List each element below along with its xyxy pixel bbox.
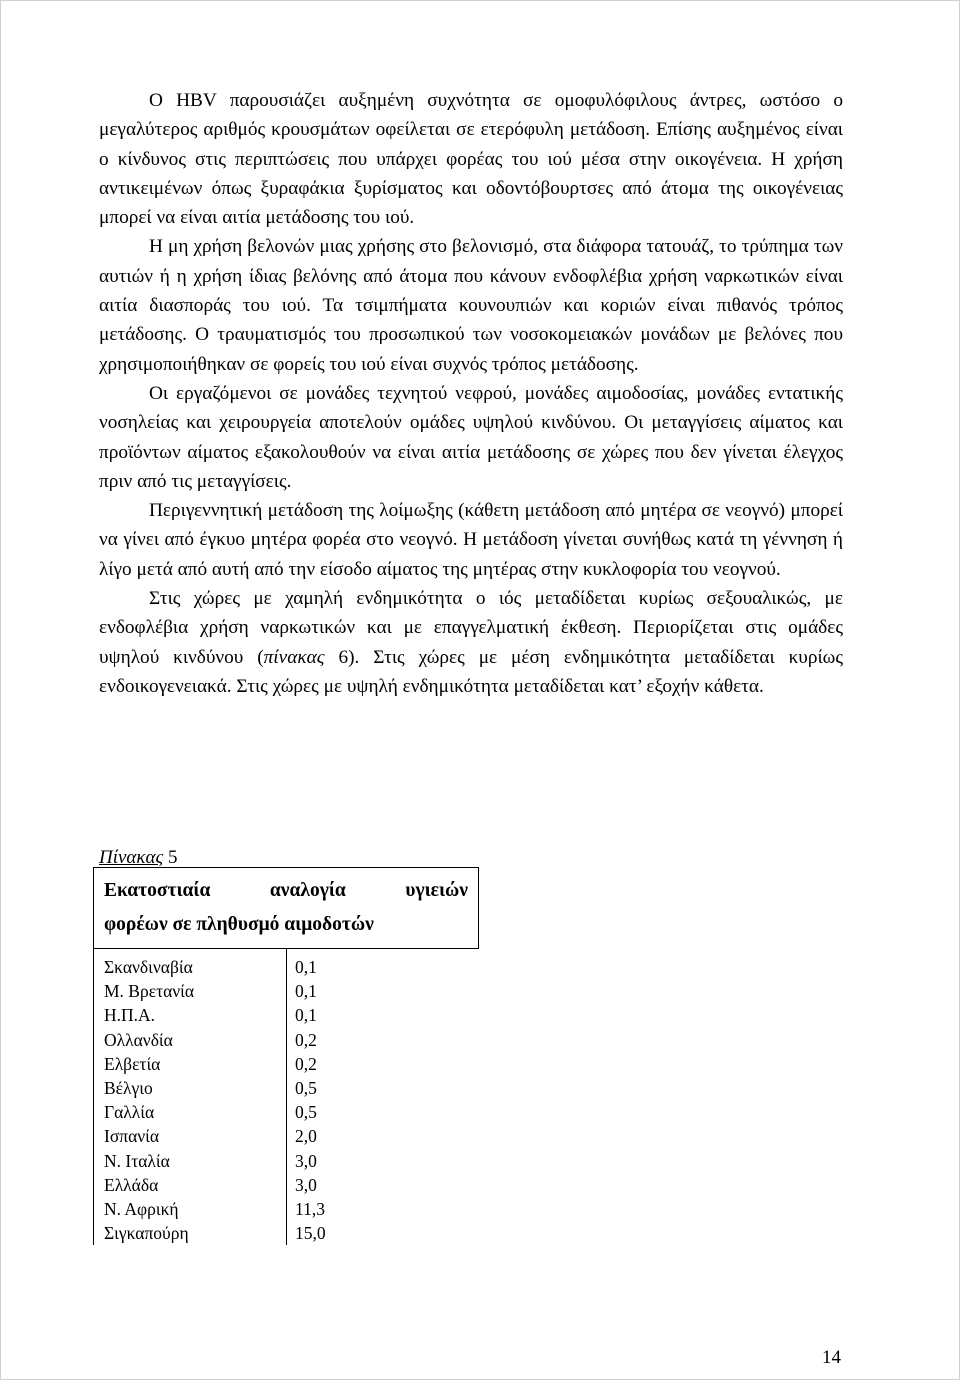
table-cell-country: Ελβετία	[104, 1053, 161, 1074]
table-value-column	[287, 949, 480, 1245]
body-text	[99, 86, 843, 701]
table-cell-value: 0,2	[295, 1053, 317, 1074]
table-cell-country: Η.Π.Α.	[104, 1005, 156, 1026]
table-cell-value: 0,5	[295, 1078, 317, 1099]
table-caption-number: 5	[163, 847, 178, 868]
paragraph-5	[99, 584, 843, 701]
carrier-table	[93, 867, 480, 1245]
table-cell-value: 0,1	[295, 981, 317, 1002]
table-cell-country: Γαλλία	[104, 1102, 155, 1123]
table-cell-value: 3,0	[295, 1150, 317, 1171]
table-cell-value: 0,2	[295, 1029, 317, 1050]
paragraph-3: Οι εργαζόμενοι σε μονάδες τεχνητού νεφρού, μονάδες αιμοδοσίας, μονάδες εντατικής νοσηλείας και χειρουργεία αποτελούν ομάδες υψηλού κινδύνου. Οι μεταγγίσεις αίματος και προϊόντων αίματος εξακολουθούν να είναι αιτία μετάδοσης σε χώρες που δεν γίνεται έλεγχος πριν από τις μεταγγίσεις.	[99, 382, 843, 492]
paragraph-5-before: Στις χώρες με χαμηλή ενδημικότητα ο ιός μεταδίδεται κυρίως σεξουαλικώς, με ενδοφλέβια χρήση ναρκωτικών και με επαγγελματική έκθεση. Περιορίζεται στις ομάδες υψηλού κινδύνου (	[99, 588, 843, 668]
table-cell-value: 3,0	[295, 1174, 317, 1195]
table-cell-value: 0,5	[295, 1102, 317, 1123]
table-title-line-2: φορέων σε πληθυσμό αιμοδοτών	[104, 914, 374, 935]
table-cell-country: Ελλάδα	[104, 1174, 159, 1195]
table-cell-country: Σιγκαπούρη	[104, 1223, 189, 1244]
table-title	[93, 867, 479, 949]
table-cell-value: 2,0	[295, 1126, 317, 1147]
table-cell-country: Ν. Ιταλία	[104, 1150, 170, 1171]
table-cell-country: Βέλγιο	[104, 1078, 153, 1099]
paragraph-4: Περιγεννητική μετάδοση της λοίμωξης (κάθετη μετάδοση από μητέρα σε νεογνό) μπορεί να γίνει από έγκυο μητέρα φορέα στο νεογνό. Η μετάδοση γίνεται συνήθως κατά τη γέννηση ή λίγο μετά από αυτή από την είσοδο αίματος της μητέρας στην κυκλοφορία του νεογνού.	[99, 500, 843, 580]
table-cell-value: 11,3	[295, 1199, 325, 1220]
table-cell-value: 0,1	[295, 957, 317, 977]
paragraph-1: Ο HBV παρουσιάζει αυξημένη συχνότητα σε ομοφυλόφιλους άντρες, ωστόσο ο μεγαλύτερος αριθμός κρουσμάτων οφείλεται σε ετερόφυλη μετάδοση. Επίσης αυξημένος είναι ο κίνδυνος στις περιπτώσεις που υπάρχει φορέας του ιού μέσα στην οικογένεια. Η χρήση αντικειμένων όπως ξυραφάκια ξυρίσματος και οδοντόβουρτσες από άτομα της οικογένειας μπορεί να είναι αιτία μετάδοσης του ιού.	[99, 90, 843, 229]
table-cell-country: Μ. Βρετανία	[104, 981, 195, 1002]
paragraph-2: Η μη χρήση βελονών μιας χρήσης στο βελονισμό, στα διάφορα τατουάζ, το τρύπημα των αυτιών ή η χρήση ίδιας βελόνης από άτομα που κάνουν ενδοφλέβια χρήση ναρκωτικών είναι αιτία διασποράς του ιού. Τα τσιμπήματα κουνουπιών και κοριών είναι πιθανός τρόπος μετάδοσης. Ο τραυματισμός του προσωπικού των νοσοκομειακών μονάδων με βελόνες που χρησιμοποιήθηκαν σε φορείς του ιού είναι συχνός τρόπος μετάδοσης.	[99, 236, 843, 375]
table-cell-country: Ολλανδία	[104, 1029, 173, 1050]
table-cell-value: 15,0	[295, 1223, 326, 1244]
page-number: 14	[822, 1347, 841, 1368]
table-cell-country: Ισπανία	[104, 1126, 160, 1147]
table-cell-country: Ν. Αφρική	[104, 1199, 179, 1220]
table-cell-value: 0,1	[295, 1005, 317, 1026]
table-cell-country: Σκανδιναβία	[104, 957, 193, 977]
table-body	[93, 949, 480, 1245]
table-title-line-1: Εκατοστιαία αναλογία υγιειών	[104, 880, 468, 901]
paragraph-5-italic: πίνακας	[263, 646, 325, 668]
table-caption-label: Πίνακας	[99, 847, 164, 868]
table-country-column	[94, 949, 287, 1245]
paragraph-5-after: 6). Στις χώρες με μέση ενδημικότητα μεταδίδεται κυρίως ενδοικογενειακά. Στις χώρες με υψηλή ενδημικότητα μεταδίδεται κατ’ εξοχήν κάθετα.	[99, 646, 843, 697]
